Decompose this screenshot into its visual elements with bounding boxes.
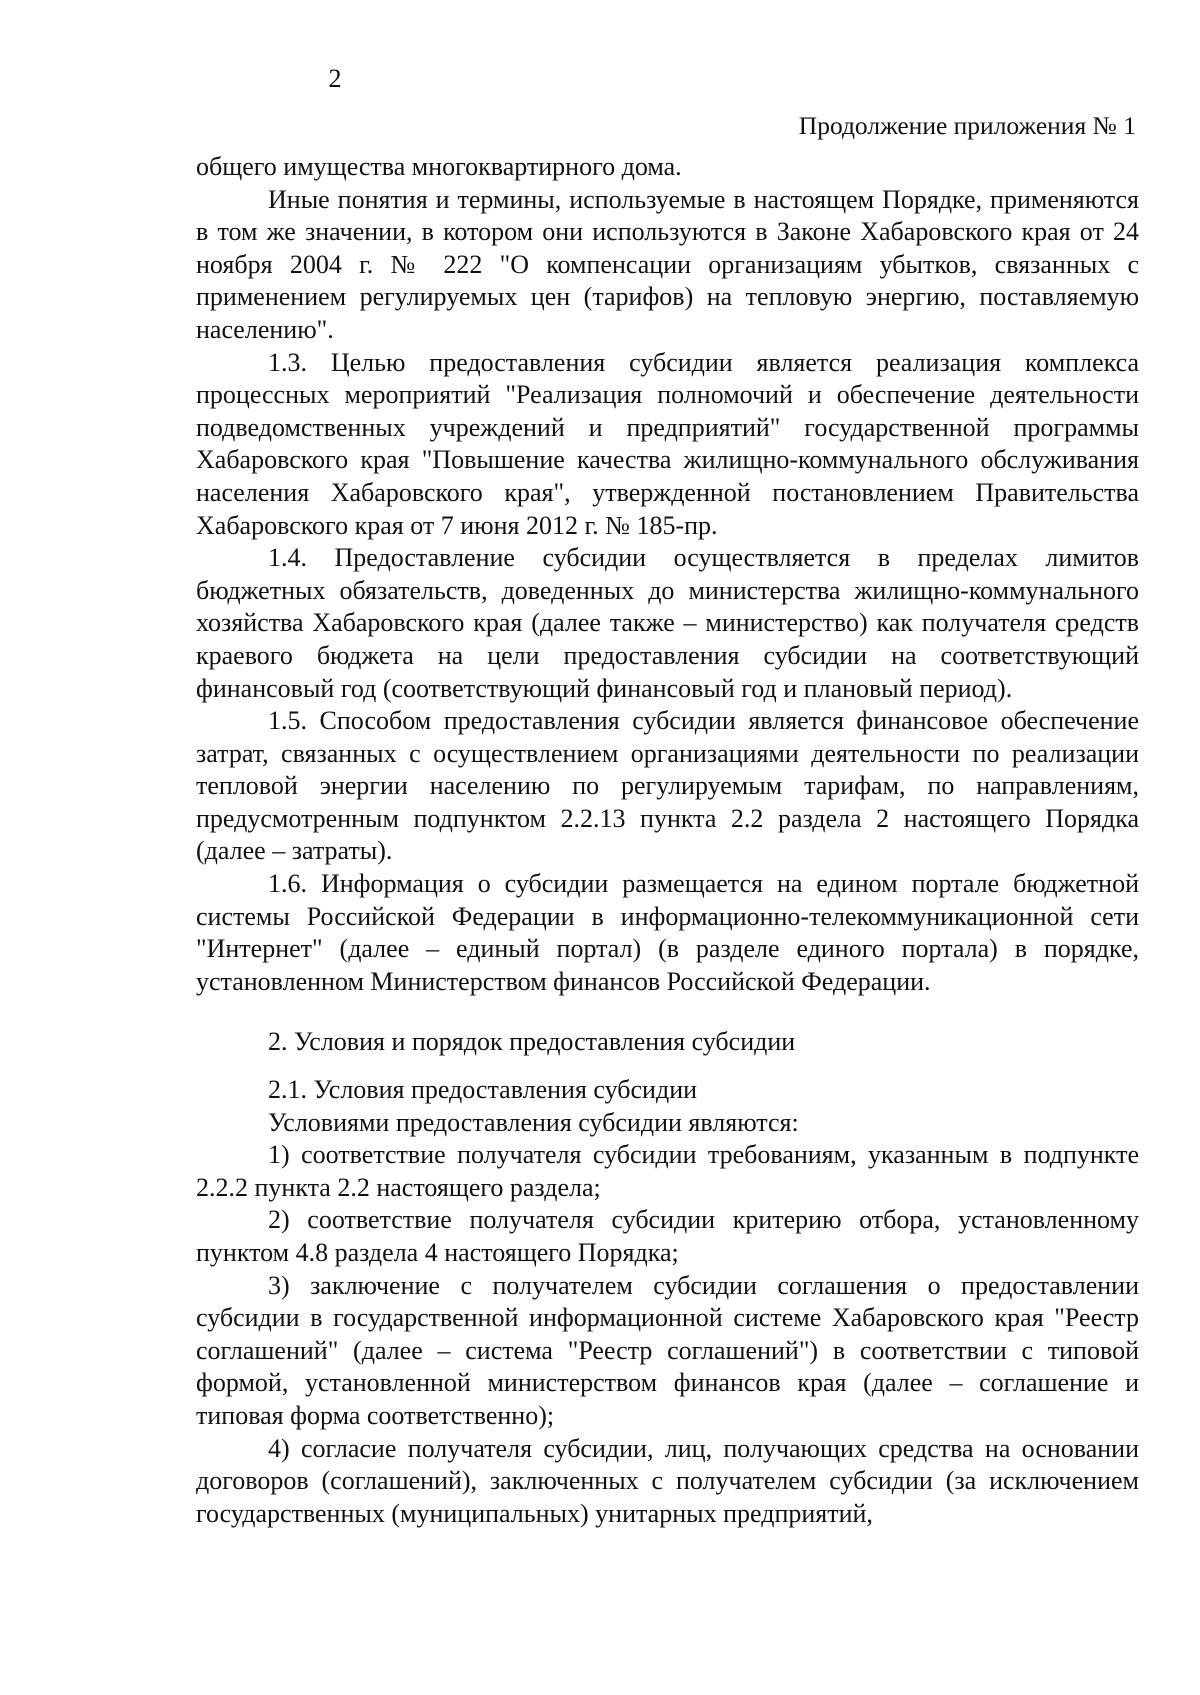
- document-body: [196, 151, 1139, 1530]
- paragraph: 1.3. Целью предоставления субсидии является реализация комплекса процессных мероприятий "Реализация полномочий и обеспечение деятельности подведомственных учреждений и предприятий" государственной программы Хабаровского края "Повышение качества жилищно-коммунального обслуживания населения Хабаровского края", утвержденной постановлением Правительства Хабаровского края от 7 июня 2012 г. № 185-пр.: [196, 347, 1139, 540]
- list-item: 4) согласие получателя субсидии, лиц, получающих средства на основании договоров (соглашений), заключенных с получателем субсидии (за исключением государственных (муниципальных) унитарных предприятий,: [196, 1433, 1139, 1528]
- section-heading: 2. Условия и порядок предоставления субсидии: [268, 1027, 796, 1057]
- paragraph: Условиями предоставления субсидии являются:: [268, 1107, 799, 1137]
- paragraph: общего имущества многоквартирного дома.: [196, 152, 682, 181]
- paragraph: Иные понятия и термины, используемые в настоящем Порядке, применяются в том же значении, в котором они используются в Законе Хабаровского края от 24 ноября 2004 г. № 222 "О компенсации организациям убытков, связанных с применением регулируемых цен (тарифов) на тепловую энергию, поставляемую населению".: [196, 184, 1139, 344]
- paragraph: 1.4. Предоставление субсидии осуществляется в пределах лимитов бюджетных обязательств, доведенных до министерства жилищно-коммунального хозяйства Хабаровского края (далее также – министерство) как получателя средств краевого бюджета на цели предоставления субсидии на соответствующий финансовый год (соответствующий финансовый год и плановый период).: [196, 543, 1139, 703]
- list-item: 3) заключение с получателем субсидии соглашения о предоставлении субсидии в государственной информационной системе Хабаровского края "Реестр соглашений" (далее – система "Реестр соглашений") в соответствии с типовой формой, установленной министерством финансов края (далее – соглашение и типовая форма соответственно);: [196, 1270, 1139, 1430]
- continuation-note: Продолжение приложения № 1: [798, 111, 1136, 140]
- paragraph: 1.6. Информация о субсидии размещается на едином портале бюджетной системы Российской Федерации в информационно-телекоммуникационной сети "Интернет" (далее – единый портал) (в разделе единого портала) в порядке, установленном Министерством финансов Российской Федерации.: [196, 869, 1139, 996]
- paragraph: 1.5. Способом предоставления субсидии является финансовое обеспечение затрат, связанных с осуществлением организациями деятельности по реализации тепловой энергии населению по регулируемым тарифам, по направлениям, предусмотренным подпунктом 2.2.13 пункта 2.2 раздела 2 настоящего Порядка (далее – затраты).: [196, 706, 1139, 866]
- list-item: 2) соответствие получателя субсидии критерию отбора, установленному пунктом 4.8 раздела 4 настоящего Порядка;: [196, 1205, 1139, 1267]
- list-item: 1) соответствие получателя субсидии требованиям, указанным в подпункте 2.2.2 пункта 2.2 настоящего раздела;: [196, 1140, 1139, 1202]
- page-number: 2: [328, 64, 342, 93]
- subsection-heading: 2.1. Условия предоставления субсидии: [268, 1075, 698, 1105]
